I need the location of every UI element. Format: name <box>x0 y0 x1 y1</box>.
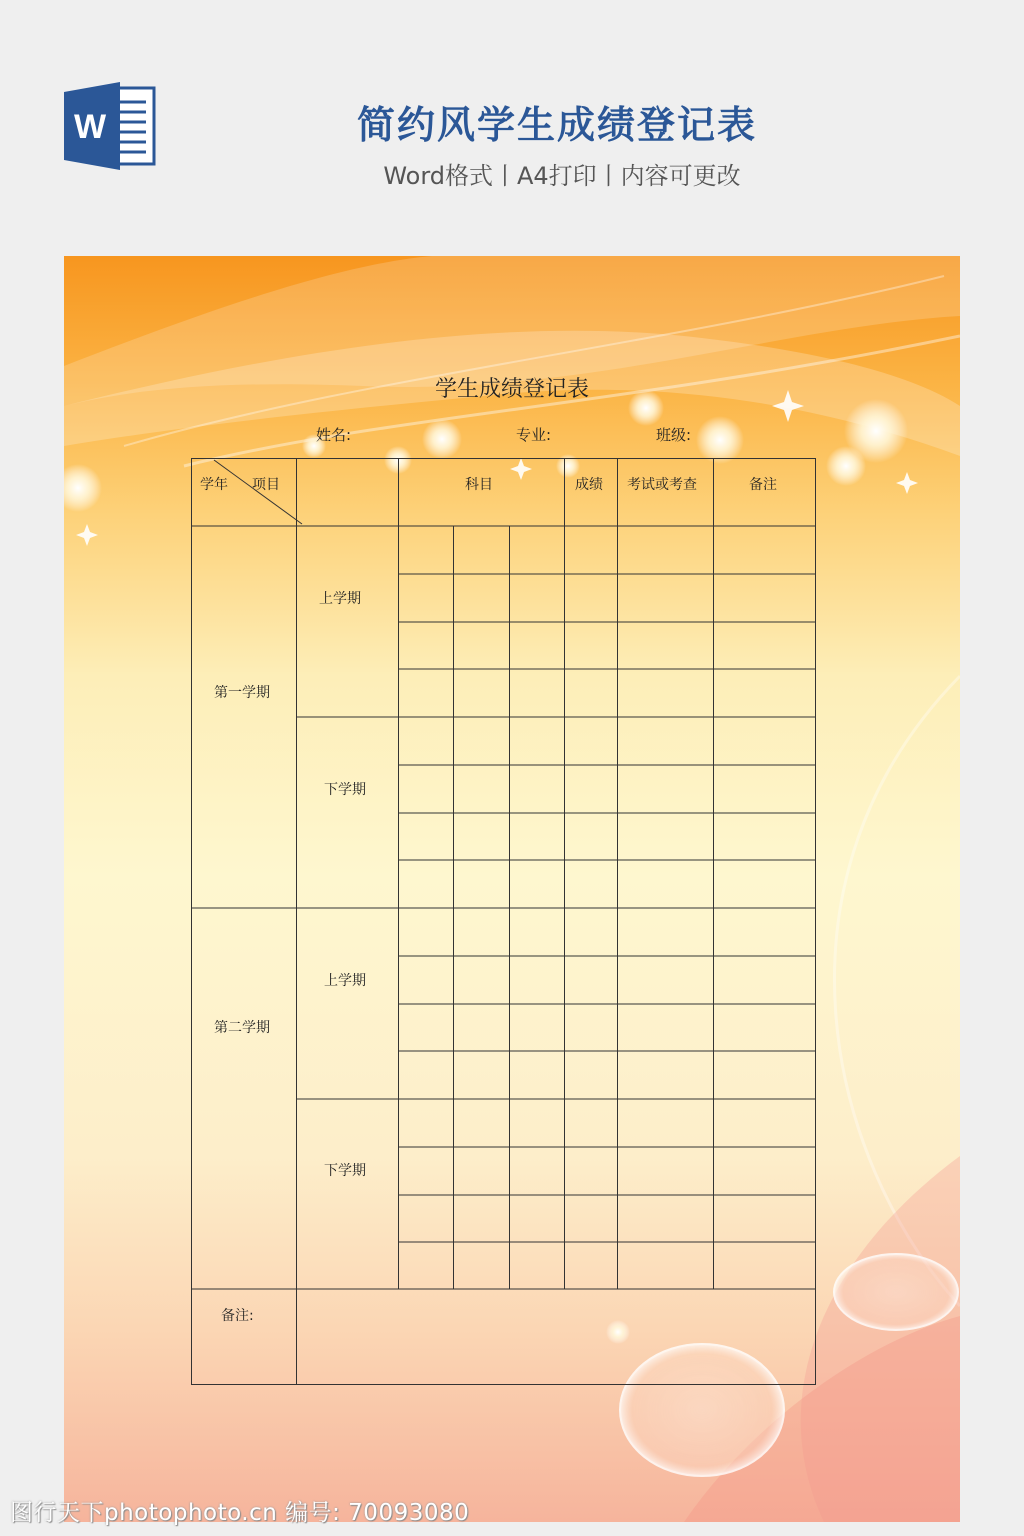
year2-label: 第二学期 <box>214 1020 270 1036</box>
year1-upper-term-label: 上学期 <box>319 591 361 607</box>
header-subject: 科目 <box>465 477 493 493</box>
page-subtitle: Word格式丨A4打印丨内容可更改 <box>383 162 741 190</box>
year2-upper-term-label: 上学期 <box>324 973 366 989</box>
footer-remark-label: 备注: <box>221 1308 254 1324</box>
watermark: 图行天下photophoto.cn 编号: 70093080 <box>10 1500 470 1526</box>
header-exam-type: 考试或考查 <box>627 477 697 493</box>
corner-label-item: 项目 <box>252 477 280 493</box>
year2-lower-term-label: 下学期 <box>324 1163 366 1179</box>
name-field-label: 姓名: <box>316 426 352 444</box>
corner-label-year: 学年 <box>200 477 228 493</box>
svg-text:W: W <box>73 108 107 146</box>
major-field-label: 专业: <box>516 426 552 444</box>
header-score: 成绩 <box>575 477 603 493</box>
year1-lower-term-label: 下学期 <box>324 782 366 798</box>
document-page <box>64 256 960 1522</box>
year1-label: 第一学期 <box>214 685 270 701</box>
class-field-label: 班级: <box>656 426 692 444</box>
page-title: 简约风学生成绩登记表 <box>356 103 757 147</box>
header-remark: 备注 <box>749 477 777 493</box>
document-title: 学生成绩登记表 <box>434 377 589 402</box>
score-table <box>64 256 960 1522</box>
